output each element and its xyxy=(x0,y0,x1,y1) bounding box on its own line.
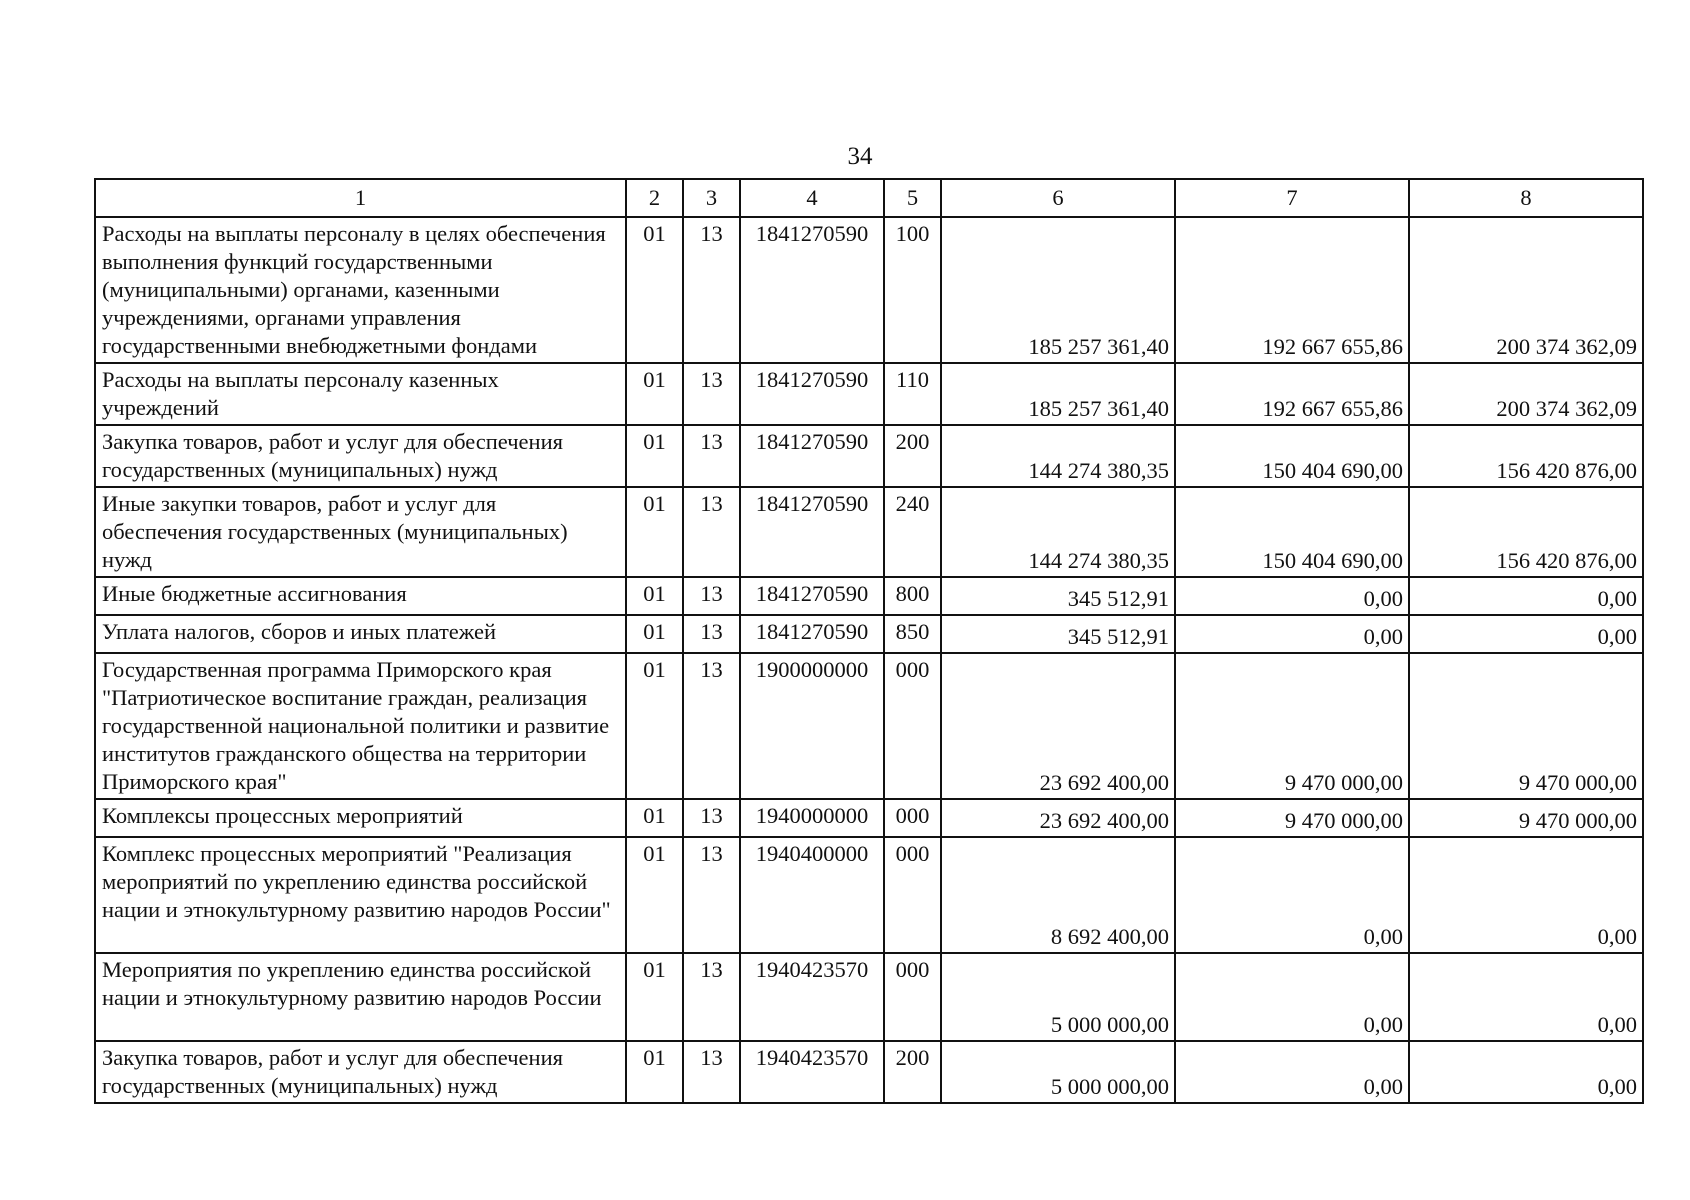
section-code: 01 xyxy=(626,577,683,615)
table-row xyxy=(95,653,1643,799)
row-name: Мероприятия по укреплению единства российской нации и этнокультурному развитию народов России xyxy=(95,953,626,1041)
amount-col-8: 0,00 xyxy=(1409,615,1643,653)
subsection-code: 13 xyxy=(683,217,740,363)
expense-type-code: 800 xyxy=(884,577,941,615)
target-article-code: 1841270590 xyxy=(740,363,884,425)
row-name: Уплата налогов, сборов и иных платежей xyxy=(95,615,626,653)
header-col-7: 7 xyxy=(1175,179,1409,217)
amount-col-7: 9 470 000,00 xyxy=(1175,799,1409,837)
section-code: 01 xyxy=(626,217,683,363)
subsection-code: 13 xyxy=(683,425,740,487)
budget-table xyxy=(94,178,1644,1104)
amount-col-6: 8 692 400,00 xyxy=(941,837,1175,953)
amount-col-7: 0,00 xyxy=(1175,577,1409,615)
amount-col-8: 0,00 xyxy=(1409,577,1643,615)
table-row xyxy=(95,837,1643,953)
amount-col-7: 192 667 655,86 xyxy=(1175,217,1409,363)
amount-col-7: 0,00 xyxy=(1175,615,1409,653)
row-name: Закупка товаров, работ и услуг для обеспечения государственных (муниципальных) нужд xyxy=(95,1041,626,1103)
amount-col-6: 5 000 000,00 xyxy=(941,1041,1175,1103)
subsection-code: 13 xyxy=(683,577,740,615)
expense-type-code: 100 xyxy=(884,217,941,363)
amount-col-7: 9 470 000,00 xyxy=(1175,653,1409,799)
expense-type-code: 000 xyxy=(884,653,941,799)
amount-col-6: 23 692 400,00 xyxy=(941,653,1175,799)
amount-col-8: 0,00 xyxy=(1409,1041,1643,1103)
section-code: 01 xyxy=(626,653,683,799)
table-row xyxy=(95,425,1643,487)
target-article-code: 1940000000 xyxy=(740,799,884,837)
amount-col-8: 156 420 876,00 xyxy=(1409,487,1643,577)
amount-col-8: 0,00 xyxy=(1409,953,1643,1041)
expense-type-code: 200 xyxy=(884,425,941,487)
amount-col-8: 200 374 362,09 xyxy=(1409,217,1643,363)
amount-col-8: 9 470 000,00 xyxy=(1409,653,1643,799)
amount-col-6: 144 274 380,35 xyxy=(941,487,1175,577)
amount-col-6: 185 257 361,40 xyxy=(941,363,1175,425)
row-name: Комплекс процессных мероприятий "Реализация мероприятий по укреплению единства российской нации и этнокультурному развитию народов России" xyxy=(95,837,626,953)
expense-type-code: 110 xyxy=(884,363,941,425)
table-row xyxy=(95,1041,1643,1103)
section-code: 01 xyxy=(626,363,683,425)
section-code: 01 xyxy=(626,953,683,1041)
target-article-code: 1841270590 xyxy=(740,615,884,653)
table-row xyxy=(95,217,1643,363)
header-row xyxy=(95,179,1643,217)
row-name: Комплексы процессных мероприятий xyxy=(95,799,626,837)
subsection-code: 13 xyxy=(683,363,740,425)
row-name: Иные закупки товаров, работ и услуг для обеспечения государственных (муниципальных) нужд xyxy=(95,487,626,577)
amount-col-7: 0,00 xyxy=(1175,1041,1409,1103)
row-name: Расходы на выплаты персоналу в целях обеспечения выполнения функций государственными (муниципальными) органами, казенными учреждениями, органами управления государственными внебюджетными фондами xyxy=(95,217,626,363)
target-article-code: 1900000000 xyxy=(740,653,884,799)
section-code: 01 xyxy=(626,799,683,837)
expense-type-code: 240 xyxy=(884,487,941,577)
subsection-code: 13 xyxy=(683,837,740,953)
table-row xyxy=(95,577,1643,615)
amount-col-7: 0,00 xyxy=(1175,953,1409,1041)
header-col-3: 3 xyxy=(683,179,740,217)
table-row xyxy=(95,363,1643,425)
amount-col-6: 185 257 361,40 xyxy=(941,217,1175,363)
expense-type-code: 200 xyxy=(884,1041,941,1103)
subsection-code: 13 xyxy=(683,799,740,837)
section-code: 01 xyxy=(626,615,683,653)
subsection-code: 13 xyxy=(683,1041,740,1103)
subsection-code: 13 xyxy=(683,653,740,799)
target-article-code: 1841270590 xyxy=(740,487,884,577)
subsection-code: 13 xyxy=(683,953,740,1041)
section-code: 01 xyxy=(626,837,683,953)
amount-col-6: 5 000 000,00 xyxy=(941,953,1175,1041)
table-row xyxy=(95,799,1643,837)
row-name: Закупка товаров, работ и услуг для обеспечения государственных (муниципальных) нужд xyxy=(95,425,626,487)
amount-col-8: 200 374 362,09 xyxy=(1409,363,1643,425)
amount-col-8: 156 420 876,00 xyxy=(1409,425,1643,487)
amount-col-7: 192 667 655,86 xyxy=(1175,363,1409,425)
section-code: 01 xyxy=(626,1041,683,1103)
amount-col-6: 23 692 400,00 xyxy=(941,799,1175,837)
page-number: 34 xyxy=(847,143,873,170)
subsection-code: 13 xyxy=(683,487,740,577)
header-col-4: 4 xyxy=(740,179,884,217)
amount-col-6: 144 274 380,35 xyxy=(941,425,1175,487)
amount-col-7: 150 404 690,00 xyxy=(1175,487,1409,577)
expense-type-code: 000 xyxy=(884,799,941,837)
amount-col-6: 345 512,91 xyxy=(941,577,1175,615)
target-article-code: 1940423570 xyxy=(740,953,884,1041)
target-article-code: 1940400000 xyxy=(740,837,884,953)
header-col-1: 1 xyxy=(95,179,626,217)
header-col-8: 8 xyxy=(1409,179,1643,217)
amount-col-7: 150 404 690,00 xyxy=(1175,425,1409,487)
amount-col-6: 345 512,91 xyxy=(941,615,1175,653)
header-col-5: 5 xyxy=(884,179,941,217)
expense-type-code: 850 xyxy=(884,615,941,653)
target-article-code: 1841270590 xyxy=(740,425,884,487)
section-code: 01 xyxy=(626,425,683,487)
section-code: 01 xyxy=(626,487,683,577)
row-name: Иные бюджетные ассигнования xyxy=(95,577,626,615)
expense-type-code: 000 xyxy=(884,837,941,953)
target-article-code: 1841270590 xyxy=(740,217,884,363)
target-article-code: 1940423570 xyxy=(740,1041,884,1103)
table-row xyxy=(95,487,1643,577)
expense-type-code: 000 xyxy=(884,953,941,1041)
target-article-code: 1841270590 xyxy=(740,577,884,615)
table-row xyxy=(95,615,1643,653)
row-name: Расходы на выплаты персоналу казенных учреждений xyxy=(95,363,626,425)
amount-col-8: 0,00 xyxy=(1409,837,1643,953)
table-row xyxy=(95,953,1643,1041)
header-col-6: 6 xyxy=(941,179,1175,217)
amount-col-8: 9 470 000,00 xyxy=(1409,799,1643,837)
amount-col-7: 0,00 xyxy=(1175,837,1409,953)
subsection-code: 13 xyxy=(683,615,740,653)
row-name: Государственная программа Приморского края "Патриотическое воспитание граждан, реализация государственной национальной политики и развитие институтов гражданского общества на территории Приморского края" xyxy=(95,653,626,799)
header-col-2: 2 xyxy=(626,179,683,217)
